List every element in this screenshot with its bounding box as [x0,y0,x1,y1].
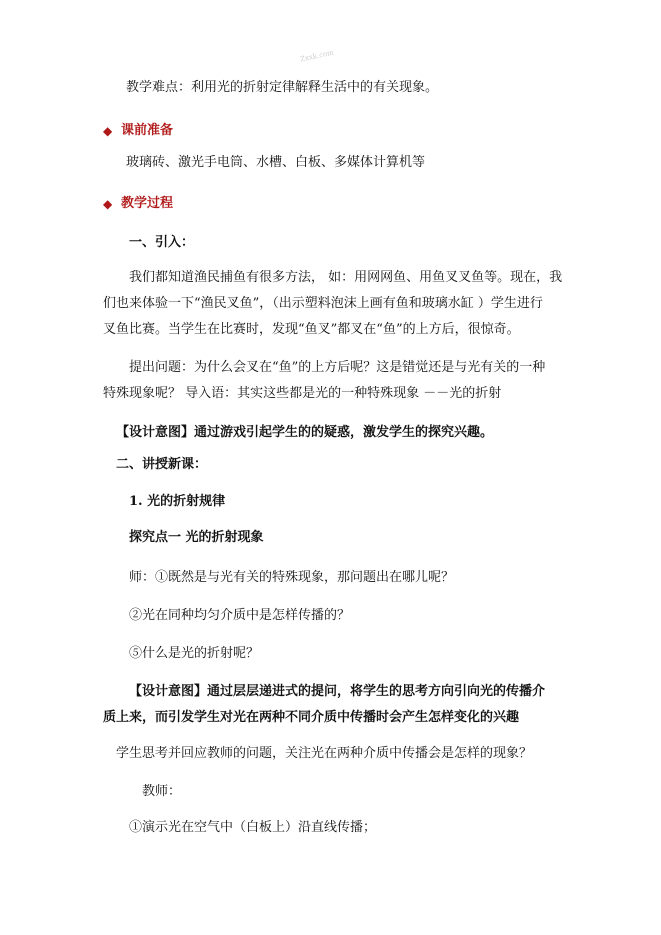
design-intent-2-line: 【设计意图】通过层层递进式的提问，将学生的思考方向引向光的传播介 [129,684,546,699]
teacher-question-1: 师：①既然是与光有关的特殊现象，那问题出在哪儿呢？ [129,570,455,585]
diamond-bullet-icon: ◆ [103,124,113,138]
teacher-label: 教师： [142,784,182,799]
prep-items: 玻璃砖、激光手电筒、水槽、白板、多媒体计算机等 [126,155,426,170]
intro-paragraph-line: 我们都知道渔民捕鱼有很多方法， 如：用网网鱼、用鱼叉叉鱼等。现在，我 [129,270,563,285]
intro-paragraph-line: 叉鱼比赛。当学生在比赛时，发现“鱼叉”都叉在“鱼”的上方后，很惊奇。 [103,322,520,337]
explore-title: 探究点一 光的折射现象 [129,530,264,545]
process-heading: 教学过程 [121,196,174,211]
student-thinking: 学生思考并回应教师的问题，关注光在两种介质中传播会是怎样的现象？ [116,746,533,761]
design-intent-1: 【设计意图】通过游戏引起学生的的疑惑，激发学生的探究兴趣。 [116,425,494,440]
design-intent-2-line: 质上来，而引发学生对光在两种不同介质中传播时会产生怎样变化的兴趣 [103,710,520,725]
teacher-question-2: ②光在同种均匀介质中是怎样传播的？ [129,608,351,623]
teaching-difficulty: 教学难点：利用光的折射定律解释生活中的有关现象。 [126,80,439,95]
new-lesson-title: 二、讲授新课： [116,457,208,472]
watermark: Zxxk.com [299,48,335,64]
question-paragraph-line: 提出问题：为什么会叉在“鱼”的上方后呢？这是错觉还是与光有关的一种 [129,360,546,375]
subsection-title: 1. 光的折射规律 [129,494,226,509]
diamond-bullet-icon: ◆ [103,197,113,211]
prep-heading: 课前准备 [121,123,174,138]
intro-paragraph-line: 们也来体验一下“渔民叉鱼”，（出示塑料泡沫上画有鱼和玻璃水缸 ）学生进行 [103,296,543,311]
intro-title: 一、引入： [129,235,195,250]
teacher-question-3: ⑤什么是光的折射呢？ [129,646,260,661]
question-paragraph-line: 特殊现象呢？ 导入语：其实这些都是光的一种特殊现象 －－光的折射 [103,386,502,401]
demo-step-1: ①演示光在空气中（白板上）沿直线传播； [129,820,377,835]
